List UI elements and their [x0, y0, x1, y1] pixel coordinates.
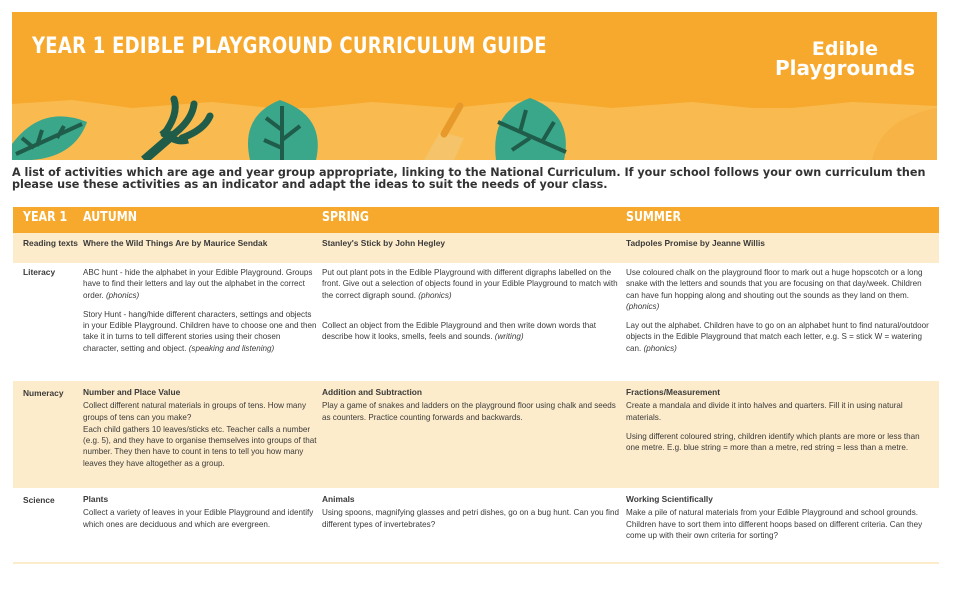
leaf-icon	[852, 108, 937, 160]
literacy-summer	[626, 267, 931, 362]
reading-autumn: Where the Wild Things Are by Maurice Sendak	[83, 238, 268, 248]
literacy-autumn	[83, 267, 318, 362]
activity-text: Create a mandala and divide it into halves and quarters. Fill it in using natural materials.	[626, 401, 903, 422]
activity-text: Collect a variety of leaves in your Edible Playground and identify which ones are deciduous and which are evergreen.	[83, 508, 314, 529]
literacy-spring	[322, 267, 619, 350]
header-spring: SPRING	[322, 210, 370, 225]
activity-tag: (phonics)	[643, 343, 677, 353]
activity-text: Make a pile of natural materials from your Edible Playground and school grounds. Children have to sort them into different hoops based on different criteria. Can they come up with their own criteria for sorting?	[626, 508, 923, 540]
table-header-row	[13, 207, 939, 233]
activity-title: Animals	[322, 494, 355, 504]
activity-text: Put out plant pots in the Edible Playground with different digraphs labelled on the front. Give out a selection of objects found in your Edible Playground to match with the correct digraph sound.	[322, 268, 618, 300]
row-label: Numeracy	[23, 388, 64, 398]
activity-text: ABC hunt - hide the alphabet in your Edible Playground. Groups have to find their letters and lay out the alphabet in the correct order.	[83, 268, 313, 300]
row-label: Science	[23, 495, 55, 505]
activity-tag: (phonics)	[418, 290, 452, 300]
logo-line-1: Edible	[811, 38, 879, 60]
table-row-science	[13, 488, 939, 562]
table-bottom-rule	[13, 562, 939, 564]
leaf-icon	[490, 92, 576, 160]
numeracy-spring	[322, 387, 619, 431]
logo-line-2: Playgrounds	[774, 56, 915, 80]
row-label: Literacy	[23, 267, 56, 277]
activity-tag: (speaking and listening)	[188, 343, 275, 353]
science-summer	[626, 494, 931, 549]
activity-text: Using different coloured string, children identify which plants are more or less than one metre. E.g. blue string = more than a metre, red string = less than a metre.	[626, 431, 920, 453]
activity-text: Lay out the alphabet. Children have to go on an alphabet hunt to find natural/outdoor objects in the Edible Playground that match each letter, e.g. S = stick W = watering can.	[626, 321, 929, 353]
header-summer: SUMMER	[626, 210, 681, 225]
activity-text: Collect different natural materials in groups of tens. How many groups of tens can you make?	[83, 401, 306, 422]
numeracy-autumn	[83, 387, 318, 477]
header-year: YEAR 1	[23, 210, 68, 225]
reading-spring: Stanley's Stick by John Hegley	[322, 238, 446, 248]
row-label: Reading texts	[23, 238, 78, 248]
table-row-reading	[13, 233, 939, 263]
leaf-icon	[12, 104, 92, 160]
edible-playgrounds-logo	[775, 40, 915, 78]
activity-title: Number and Place Value	[83, 387, 181, 397]
activity-text: Each child gathers 10 leaves/sticks etc. Teacher calls a number (e.g. 5), and they have to organise themselves into groups of that number. They then have to count in tens to tell you how many leaves they have altogether as a group.	[83, 424, 317, 468]
trowel-icon	[414, 102, 474, 160]
activity-text: Play a game of snakes and ladders on the playground floor using chalk and seeds as counters. Practice counting forwards and backwards.	[322, 401, 616, 422]
science-autumn	[83, 494, 318, 538]
header-banner	[12, 12, 937, 160]
numeracy-summer	[626, 387, 931, 461]
leaf-icon	[240, 96, 326, 160]
activity-tag: (phonics)	[626, 301, 660, 311]
intro-paragraph: A list of activities which are age and year group appropriate, linking to the National Curriculum. If your school follows your own curriculum then please use these activities as an indicator and adapt the ideas to suit the needs of your class.	[12, 166, 926, 191]
science-spring	[322, 494, 619, 538]
reading-summer: Tadpoles Promise by Jeanne Willis	[626, 238, 765, 248]
activity-title: Working Scientifically	[626, 494, 713, 504]
activity-tag: (writing)	[494, 332, 524, 342]
activity-text: Collect an object from the Edible Playground and then write down words that describe how it looks, smells, feels and sounds.	[322, 320, 596, 342]
table-row-literacy	[13, 263, 939, 381]
activity-tag: (phonics)	[105, 290, 140, 300]
header-autumn: AUTUMN	[83, 210, 137, 225]
table-row-numeracy	[13, 381, 939, 488]
page-title: YEAR 1 EDIBLE PLAYGROUND CURRICULUM GUIDE	[32, 34, 547, 59]
activity-text: Use coloured chalk on the playground floor to mark out a huge hopscotch or a long snake with the letters and sounds that you are focusing on that day/week. Children can have fun hopping along and shouting out the sounds as they land on them.	[626, 268, 923, 300]
curriculum-table	[13, 207, 939, 564]
activity-title: Addition and Subtraction	[322, 387, 423, 397]
activity-text: Using spoons, magnifying glasses and petri dishes, go on a bug hunt. Can you find different types of invertebrates?	[322, 508, 619, 529]
activity-title: Plants	[83, 494, 109, 504]
garden-fork-icon	[134, 94, 214, 160]
activity-title: Fractions/Measurement	[626, 387, 721, 397]
activity-text: Story Hunt - hang/hide different characters, settings and objects in your Edible Playground. Children have to choose one and then take it in turns to tell different stories using their chosen character, setting and object.	[83, 309, 317, 353]
